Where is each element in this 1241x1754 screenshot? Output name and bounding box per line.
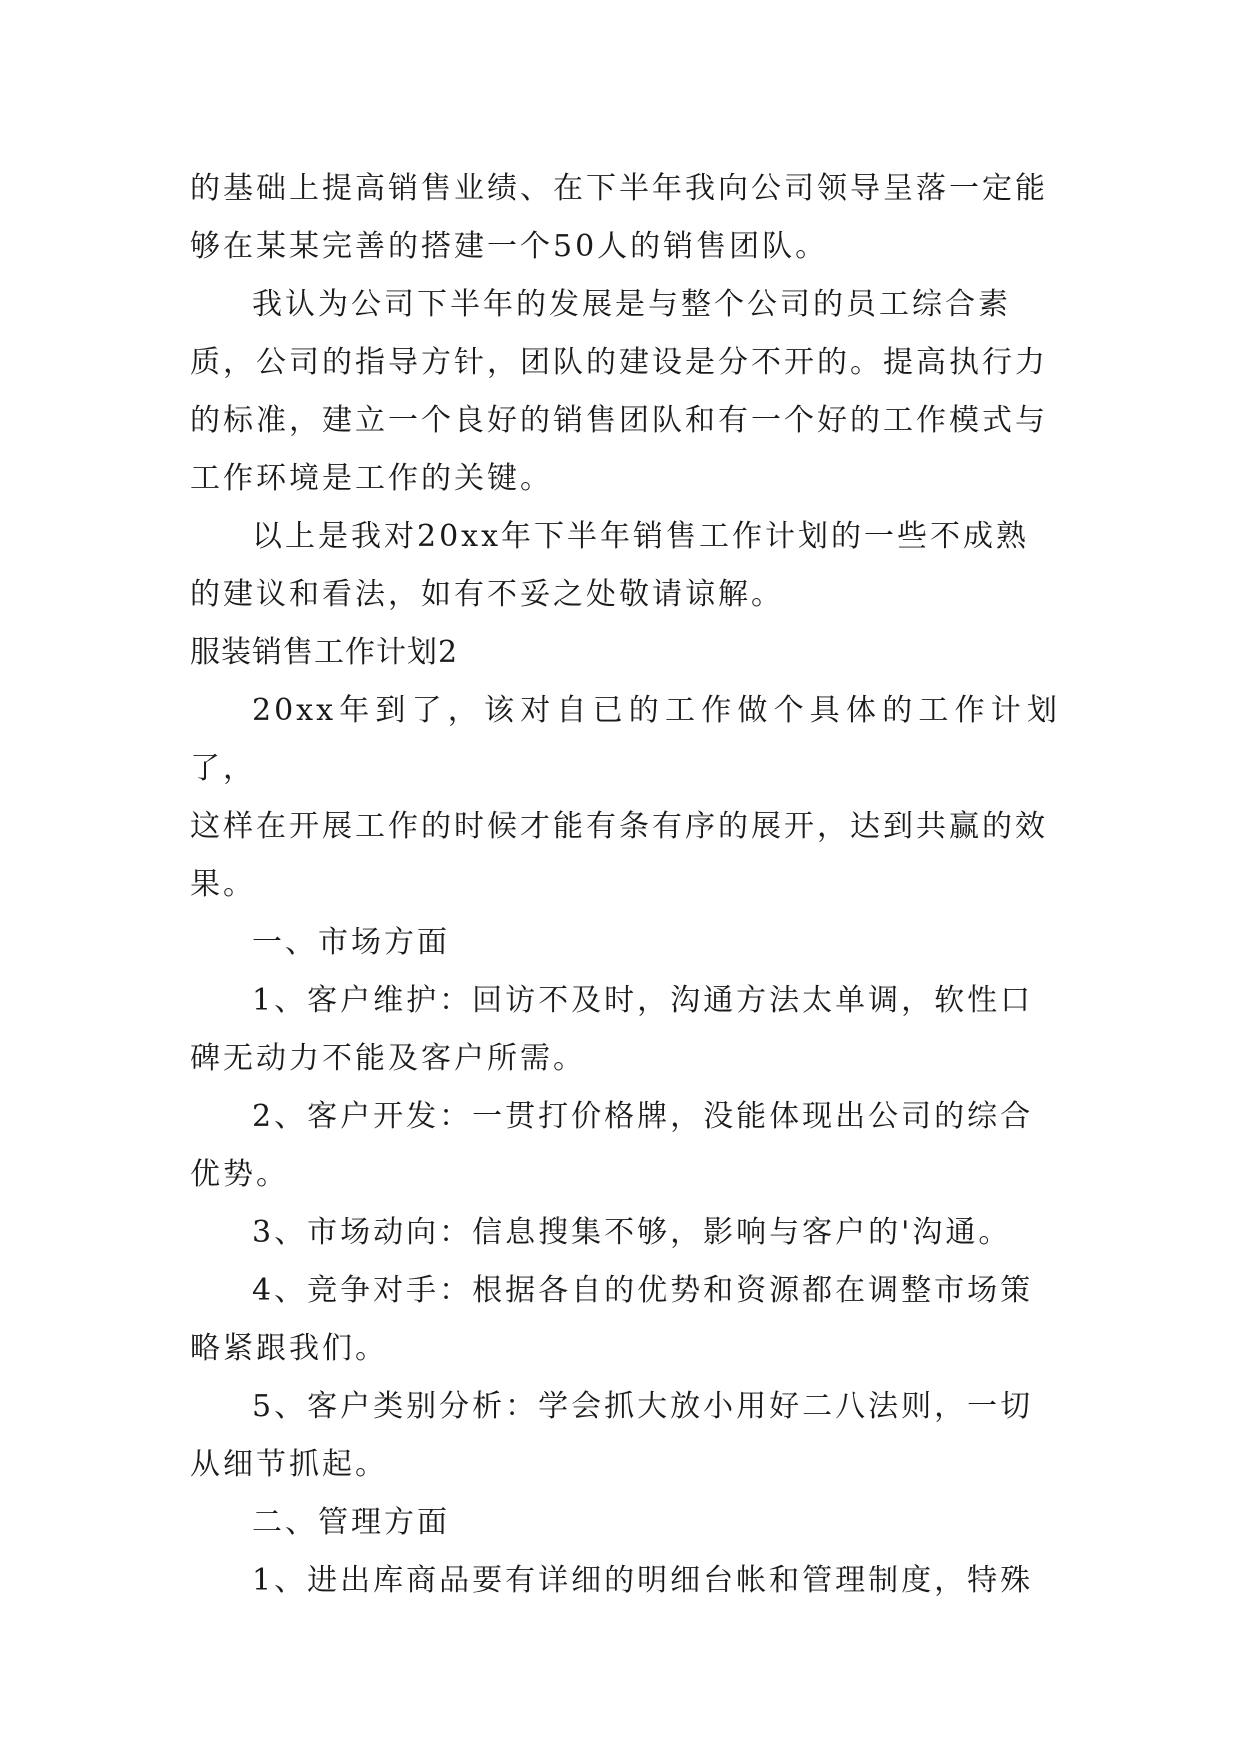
paragraph bbox=[190, 276, 1060, 508]
text-line: 3、市场动向：信息搜集不够，影响与客户的'沟通。 bbox=[252, 1215, 1012, 1250]
text-line: 1、进出库商品要有详细的明细台帐和管理制度，特殊 bbox=[252, 1563, 1034, 1598]
text-line: 我认为公司下半年的发展是与整个公司的员工综合素 bbox=[252, 287, 1011, 322]
text-line: 4、竞争对手：根据各自的优势和资源都在调整市场策 bbox=[252, 1273, 1034, 1308]
text-line: 果。 bbox=[190, 867, 256, 902]
text-line: 从细节抓起。 bbox=[190, 1447, 388, 1482]
subheading bbox=[190, 1494, 1060, 1552]
paragraph bbox=[190, 1204, 1060, 1262]
text-line: 质，公司的指导方针，团队的建设是分不开的。提高执行力 bbox=[190, 345, 1048, 380]
paragraph bbox=[190, 1088, 1060, 1204]
subheading bbox=[190, 914, 1060, 972]
text-line: 一、市场方面 bbox=[252, 925, 450, 960]
text-line: 2、客户开发：一贯打价格牌，没能体现出公司的综合 bbox=[252, 1099, 1034, 1134]
paragraph bbox=[190, 682, 1060, 914]
document-body bbox=[190, 160, 1060, 1610]
text-line: 20xx年到了，该对自已的工作做个具体的工作计划了， bbox=[190, 693, 1060, 786]
paragraph bbox=[190, 1378, 1060, 1494]
text-line: 这样在开展工作的时候才能有条有序的展开，达到共赢的效 bbox=[190, 809, 1048, 844]
text-line: 的标准，建立一个良好的销售团队和有一个好的工作模式与 bbox=[190, 403, 1048, 438]
text-line: 1、客户维护：回访不及时，沟通方法太单调，软性口 bbox=[252, 983, 1034, 1018]
paragraph bbox=[190, 508, 1060, 624]
text-line: 以上是我对20xx年下半年销售工作计划的一些不成熟 bbox=[252, 519, 1030, 554]
text-line: 优势。 bbox=[190, 1157, 289, 1192]
paragraph bbox=[190, 1262, 1060, 1378]
paragraph bbox=[190, 160, 1060, 276]
text-line: 略紧跟我们。 bbox=[190, 1331, 388, 1366]
text-line: 二、管理方面 bbox=[252, 1505, 450, 1540]
section-title: 服装销售工作计划2 bbox=[190, 635, 459, 670]
text-line: 碑无动力不能及客户所需。 bbox=[190, 1041, 586, 1076]
paragraph bbox=[190, 1552, 1060, 1610]
text-line: 够在某某完善的搭建一个50人的销售团队。 bbox=[190, 229, 829, 264]
text-line: 工作环境是工作的关键。 bbox=[190, 461, 553, 496]
paragraph bbox=[190, 972, 1060, 1088]
text-line: 5、客户类别分析：学会抓大放小用好二八法则，一切 bbox=[252, 1389, 1034, 1424]
text-line: 的建议和看法，如有不妥之处敬请谅解。 bbox=[190, 577, 784, 612]
text-line: 的基础上提高销售业绩、在下半年我向公司领导呈落一定能 bbox=[190, 171, 1048, 206]
